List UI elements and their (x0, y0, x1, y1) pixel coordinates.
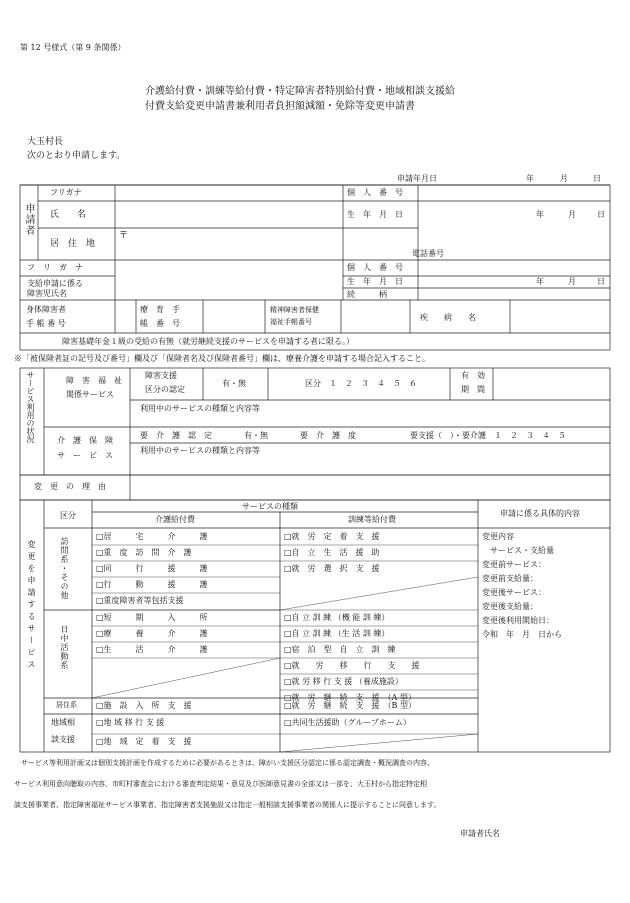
application-date-label: 申請年月日 (397, 174, 437, 183)
kunren-item[interactable]: □共同生活援助（グループホーム） (284, 718, 411, 727)
valid-period-label-1: 有 効 (461, 371, 485, 380)
title-line-2: 付費支給変更申請書兼利用者負担額減額・免除等変更申請書 (145, 101, 415, 112)
kaigo-item[interactable]: □重 度 訪 問 介 護 (96, 548, 192, 557)
ryoiku-notebook-label-2: 帳 番 号 (140, 319, 180, 328)
category-daytime: 日中活動系 (60, 625, 69, 670)
kunren-item[interactable]: □就 労 定 着 支 援 (284, 532, 380, 541)
child-birth-label: 生 年 月 日 (347, 277, 403, 286)
kunren-item[interactable]: □就 労 移 行 支 援 （養成施設） (284, 677, 403, 686)
child-name-label-1: 支給申請に係る (27, 279, 83, 288)
support-level-options: 区分 １ ２ ３ ４ ５ ６ (305, 379, 417, 388)
support-cert-label-1: 障害支援 (145, 371, 177, 380)
kaigo-item[interactable]: □行 動 援 護 (96, 580, 208, 589)
detail-line: 変更後サービス： (482, 588, 546, 597)
kaigo-item[interactable]: □居 宅 介 護 (96, 532, 208, 541)
detail-line: 変更後利用開始日： (482, 616, 554, 625)
valid-period-label-2: 期 間 (461, 385, 485, 394)
physical-notebook-label-2: 手 帳 番 号 (26, 319, 66, 328)
care-level-label: 要 介 護 度 (300, 431, 356, 440)
detail-line: 変更前支給量： (482, 574, 538, 583)
kunren-item[interactable]: □自 立 訓 練 （機 能 訓 練） (284, 613, 390, 622)
physical-notebook-label-1: 身体障害者 (26, 305, 66, 314)
kunren-item[interactable]: □自 立 生 活 援 助 (284, 548, 380, 557)
welfare-service-label-1: 障 害 福 祉 (66, 376, 122, 385)
kaigo-item[interactable]: □生 活 介 護 (96, 645, 208, 654)
kunren-item[interactable]: □自 立 訓 練 （生 活 訓 練） (284, 629, 390, 638)
welfare-service-label-2: 関係サービス (66, 390, 114, 399)
category-community-2: 談支援 (51, 735, 75, 744)
kaigo-header: 介護給付費 (155, 515, 195, 524)
applicant-side-label: 申請者 (23, 203, 34, 236)
change-reason-label: 変 更 の 理 由 (34, 482, 106, 491)
intro-text: 次のとおり申請します。 (27, 151, 126, 161)
mental-notebook-label-1: 精神障害者保健 (270, 306, 319, 314)
detail-line: 変更前サービス： (482, 560, 546, 569)
child-birth-year: 年 (536, 277, 544, 286)
cert-yes-no: 有・無 (222, 379, 246, 388)
detail-line: 変更内容 (482, 532, 514, 541)
birth-year: 年 (536, 210, 544, 219)
category-residential: 居住系 (56, 701, 77, 709)
support-cert-label-2: 区分の認定 (145, 385, 185, 394)
addressee: 大玉村長 (27, 137, 64, 147)
insurance-note: ※「被保険者証の記号及び番号」欄及び「保険者名及び保険者番号」欄は、療養介護を申請する場合記入すること。 (14, 354, 430, 363)
kaigo-item[interactable]: □重度障害者等包括支援 (96, 596, 184, 605)
detail-line: 令和 年 月 日から (482, 630, 562, 639)
birth-month: 月 (568, 210, 576, 219)
applicant-mynumber-label: 個 人 番 号 (347, 188, 403, 197)
service-usage-side-label: サービス利用の状況 (26, 371, 35, 443)
category-visit: 訪問系・その他 (60, 537, 69, 600)
kunren-header: 訓練等給付費 (348, 515, 396, 524)
kaigo-item[interactable]: □地 域 移 行 支 援 (96, 718, 165, 727)
detail-line: 変更後支給量： (482, 602, 538, 611)
detail-line: サービス・支給量 (482, 546, 554, 555)
consent-line-2: サービス利用意向聴取の内容、市町村審査会における審査判定結果・意見及び医師意見書の全部又は一部を、大玉村から指定特定相 (14, 780, 427, 788)
care-in-use-label: 利用中のサービスの種類と内容等 (140, 446, 260, 455)
care-insurance-label-1: 介 護 保 険 (57, 436, 113, 445)
kunren-item[interactable]: □就 労 継 続 支 援 （A 型） (284, 693, 416, 702)
category-header: 区分 (60, 511, 76, 520)
pension-row: 障害基礎年金１級の受給の有無（就労継続支援のサービスを申請する者に限る。） (62, 337, 354, 346)
applicant-address-label: 居 住 地 (50, 239, 96, 249)
relationship-label: 続 柄 (347, 290, 387, 299)
postal-mark: 〒 (119, 231, 129, 241)
birth-day: 日 (597, 210, 605, 219)
kaigo-item[interactable]: □同 行 援 護 (96, 564, 208, 573)
kaigo-item[interactable]: □地 域 定 着 支 援 (96, 737, 192, 746)
consent-line-1: サービス等利用計画又は個別支援計画を作成するために必要があるときは、障がい支援区分認定に係る認定調査・概況調査の内容、 (14, 759, 434, 767)
child-birth-day: 日 (597, 277, 605, 286)
care-cert-label: 要 介 護 認 定 (140, 431, 212, 440)
care-cert-yes-no: 有・無 (244, 431, 268, 440)
detail-header: 申請に係る具体的内容 (500, 509, 580, 518)
child-furigana-label: フ リ ガ ナ (27, 263, 83, 272)
child-mynumber-label: 個 人 番 号 (347, 263, 403, 272)
ryoiku-notebook-label-1: 療 育 手 (140, 305, 180, 314)
kunren-item[interactable]: □就 労 移 行 支 援 (284, 661, 420, 670)
consent-line-3: 談支援事業者、指定障害福祉サービス事業者、指定障害者支援施設又は指定一般相談支援事業者の関係人に提示することに同意します。 (14, 801, 441, 809)
date-day: 日 (593, 174, 601, 183)
service-types-header: サービスの種類 (242, 502, 298, 511)
child-name-label-2: 障害児氏名 (27, 289, 67, 298)
care-insurance-label-2: サ ー ビ ス (57, 451, 113, 460)
kaigo-item[interactable]: □短 期 入 所 (96, 613, 208, 622)
form-number: 第 12 号様式（第 9 条関係） (20, 43, 126, 52)
date-year: 年 (526, 174, 534, 183)
applicant-birth-label: 生 年 月 日 (347, 210, 403, 219)
date-month: 月 (560, 174, 568, 183)
kunren-item[interactable]: □宿 泊 型 自 立 訓 練 (284, 645, 396, 654)
kunren-item[interactable]: □就 労 継 続 支 援 （B 型） (284, 701, 416, 710)
care-grade-options: 要支援（ ）・要介護 １ ２ ３ ４ ５ (410, 431, 566, 440)
child-birth-month: 月 (568, 277, 576, 286)
welfare-in-use-label: 利用中のサービスの種類と内容等 (140, 404, 260, 413)
phone-label: 電話番号 (412, 249, 444, 258)
kunren-item[interactable]: □就 労 選 択 支 援 (284, 564, 380, 573)
signer-label: 申請者氏名 (460, 829, 500, 838)
applicant-name-label: 氏 名 (50, 210, 87, 220)
category-community-1: 地域相 (51, 718, 75, 727)
disease-label: 疾 病 名 (420, 313, 476, 322)
kaigo-item[interactable]: □療 養 介 護 (96, 629, 208, 638)
change-service-side-label: 変更を申請するサービス (27, 540, 36, 672)
applicant-furigana-label: フリガナ (50, 188, 82, 197)
title-line-1: 介護給付費・訓練等給付費・特定障害者特別給付費・地域相談支援給 (145, 86, 455, 97)
kaigo-item[interactable]: □施 設 入 所 支 援 (96, 701, 192, 710)
mental-notebook-label-2: 福祉手帳番号 (270, 318, 312, 326)
